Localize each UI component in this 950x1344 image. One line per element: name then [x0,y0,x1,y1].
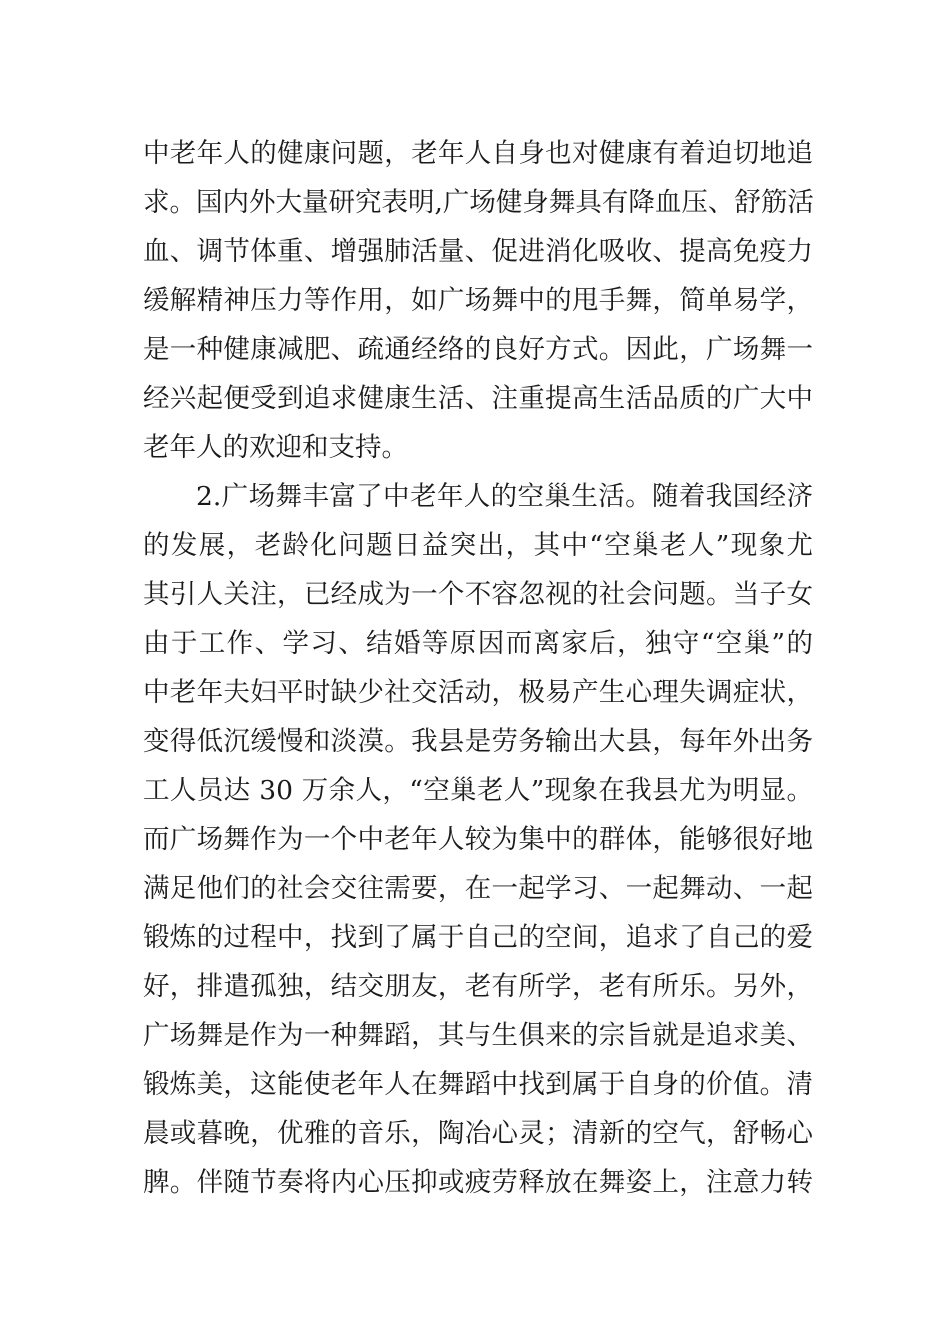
text-line-2: 求。国内外大量研究表明,广场健身舞具有降血压、舒筋活 [143,187,814,218]
text-line-18: 好，排遣孤独，结交朋友，老有所学，老有所乐。另外， [143,971,813,1002]
text-line-13: 变得低沉缓慢和淡漠。我县是劳务输出大县，每年外出务 [143,726,813,757]
text-line-20: 锻炼美，这能使老年人在舞蹈中找到属于自身的价值。清 [143,1069,813,1100]
text-line-3: 血、调节体重、增强肺活量、促进消化吸收、提高免疫力 [143,236,813,267]
text-line-8: 2.广场舞丰富了中老年人的空巢生活。随着我国经济 [196,481,813,512]
body-text [143,129,813,1207]
text-line-22: 脾。伴随节奏将内心压抑或疲劳释放在舞姿上，注意力转 [143,1167,813,1198]
text-line-21: 晨或暮晚，优雅的音乐，陶冶心灵；清新的空气，舒畅心 [143,1118,813,1149]
text-line-17: 锻炼的过程中，找到了属于自己的空间，追求了自己的爱 [143,922,813,953]
text-line-14: 工人员达 30 万余人，“空巢老人”现象在我县尤为明显。 [143,775,813,806]
text-line-12: 中老年夫妇平时缺少社交活动，极易产生心理失调症状， [143,677,813,708]
text-line-5: 是一种健康减肥、疏通经络的良好方式。因此，广场舞一 [143,334,813,365]
text-line-7: 老年人的欢迎和支持。 [143,432,408,463]
text-line-4: 缓解精神压力等作用，如广场舞中的甩手舞，简单易学， [143,285,813,316]
text-line-15: 而广场舞作为一个中老年人较为集中的群体，能够很好地 [143,824,813,855]
text-line-19: 广场舞是作为一种舞蹈，其与生俱来的宗旨就是追求美、 [143,1020,813,1051]
text-line-6: 经兴起便受到追求健康生活、注重提高生活品质的广大中 [143,383,813,414]
text-line-16: 满足他们的社会交往需要，在一起学习、一起舞动、一起 [143,873,813,904]
text-line-1: 中老年人的健康问题，老年人自身也对健康有着迫切地追 [143,138,813,169]
text-line-10: 其引人关注，已经成为一个不容忽视的社会问题。当子女 [143,579,813,610]
text-line-9: 的发展，老龄化问题日益突出，其中“空巢老人”现象尤 [143,530,813,561]
text-line-11: 由于工作、学习、结婚等原因而离家后，独守“空巢”的 [143,628,813,659]
